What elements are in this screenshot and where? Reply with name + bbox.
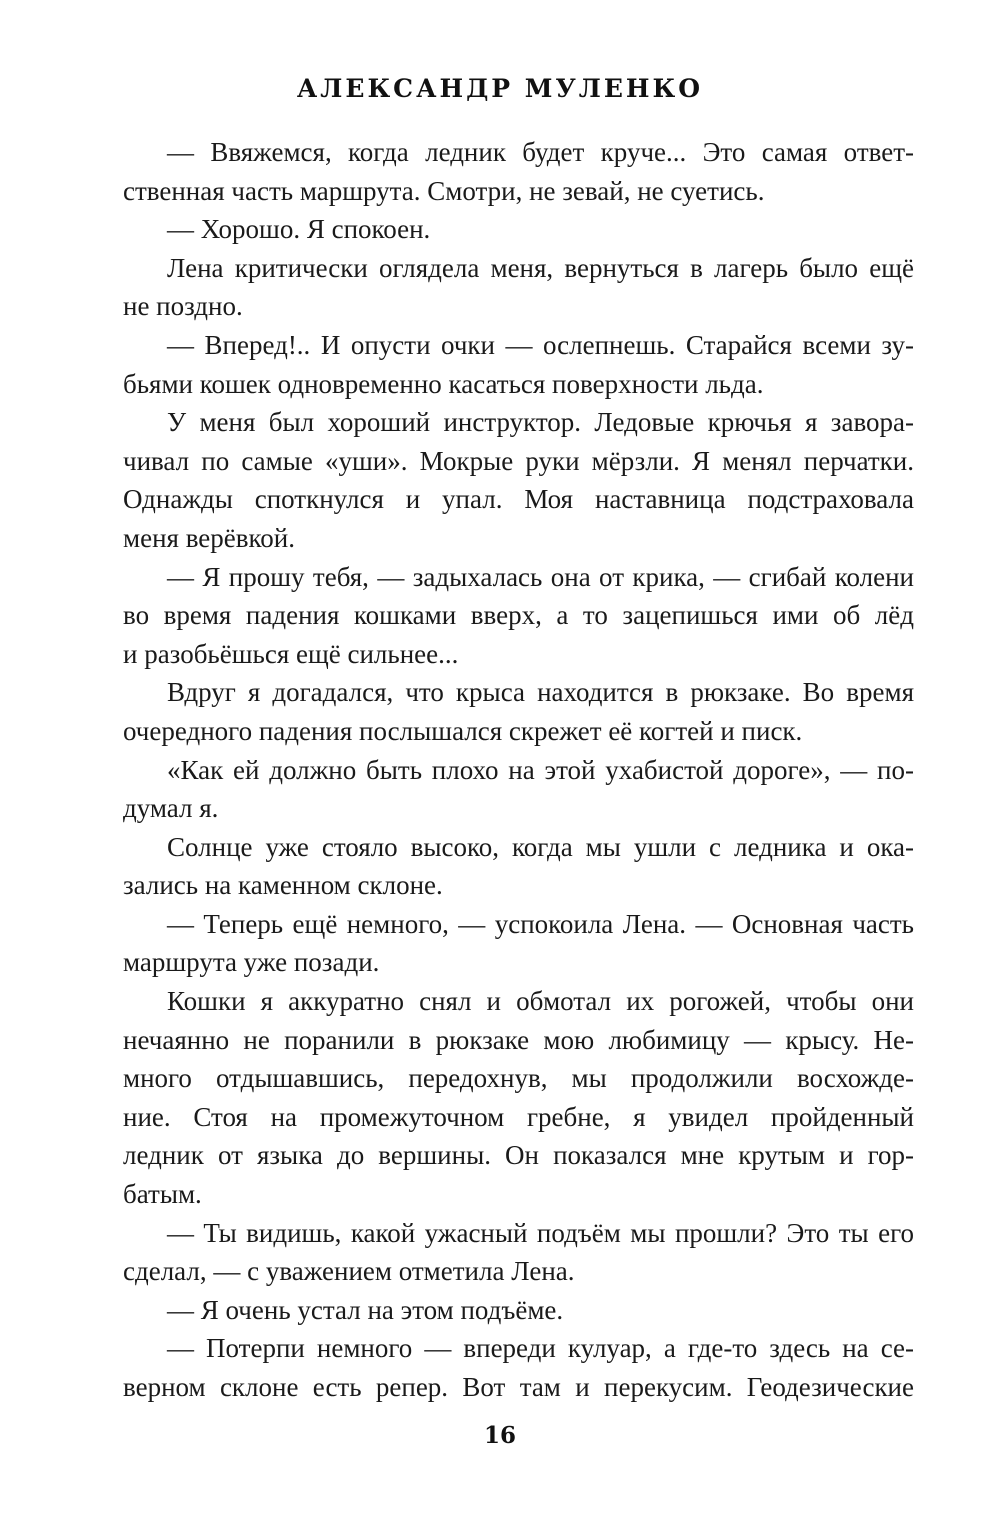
text-line: — Ввяжемся, когда ледник будет круче... Это самая ответ- [167,137,914,167]
text-line: бьями кошек одновременно касаться поверхности льда. [123,368,764,399]
text-line: — Ты видишь, какой ужасный подъём мы прошли? Это ты его [167,1217,914,1248]
text-line: — Теперь ещё немного, — успокоила Лена. — Основная часть [167,908,914,939]
text-line: и разобьёшься ещё сильнее... [123,638,459,669]
text-line: ственная часть маршрута. Смотри, не зевай, не суетись. [123,175,765,206]
text-line: во время падения кошками вверх, а то зацепишься ими об лёд [123,600,914,631]
text-line: очередного падения послышался скрежет её когтей и писк. [123,715,803,746]
text-line: много отдышавшись, передохнув, мы продолжили восхожде- [123,1063,914,1094]
text-line: — Я очень устал на этом подъёме. [167,1294,564,1325]
text-line: Солнце уже стояло высоко, когда мы ушли с ледника и ока- [167,831,914,862]
text-line: У меня был хороший инструктор. Ледовые крючья я завора- [167,407,914,438]
text-line: — Я прошу тебя, — задыхалась она от крика, — сгибай колени [167,561,914,592]
text-line: сделал, — с уважением отметила Лена. [123,1256,575,1287]
text-line: чивал по самые «уши». Мокрые руки мёрзли. Я менял перчатки. [123,445,914,476]
text-line: Вдруг я догадался, что крыса находится в рюкзаке. Во время [167,677,914,708]
text-line: нечаянно не поранили в рюкзаке мою любимицу — крысу. Не- [123,1024,914,1055]
text-line: «Как ей должно быть плохо на этой ухабистой дороге», — по- [167,754,914,785]
text-line: верном склоне есть репер. Вот там и перекусим. Геодезические [123,1372,914,1402]
text-line: — Потерпи немного — впереди кулуар, а где-то здесь на се- [167,1333,914,1364]
text-line: батым. [123,1179,202,1210]
text-line: ние. Стоя на промежуточном гребне, я увидел пройденный [123,1101,914,1132]
text-line: Кошки я аккуратно снял и обмотал их рогожей, чтобы они [167,986,914,1017]
text-line: зались на каменном склоне. [123,870,443,901]
text-line: ледник от языка до вершины. Он показался мне крутым и гор- [123,1140,914,1171]
text-line: маршрута уже позади. [123,947,380,978]
page-number: 16 [483,1422,516,1449]
text-line: Лена критически оглядела меня, вернуться в лагерь было ещё [167,252,914,283]
text-line: Однажды споткнулся и упал. Моя наставница подстраховала [123,484,914,515]
text-line: меня верёвкой. [123,522,295,553]
running-head: АЛЕКСАНДР МУЛЕНКО [296,74,704,103]
text-line: думал я. [123,793,219,824]
text-line: не поздно. [123,291,243,322]
body-text [123,133,914,1407]
text-line: — Хорошо. Я спокоен. [167,214,431,245]
text-line: — Вперед!.. И опусти очки — ослепнешь. Старайся всеми зу- [167,329,914,360]
